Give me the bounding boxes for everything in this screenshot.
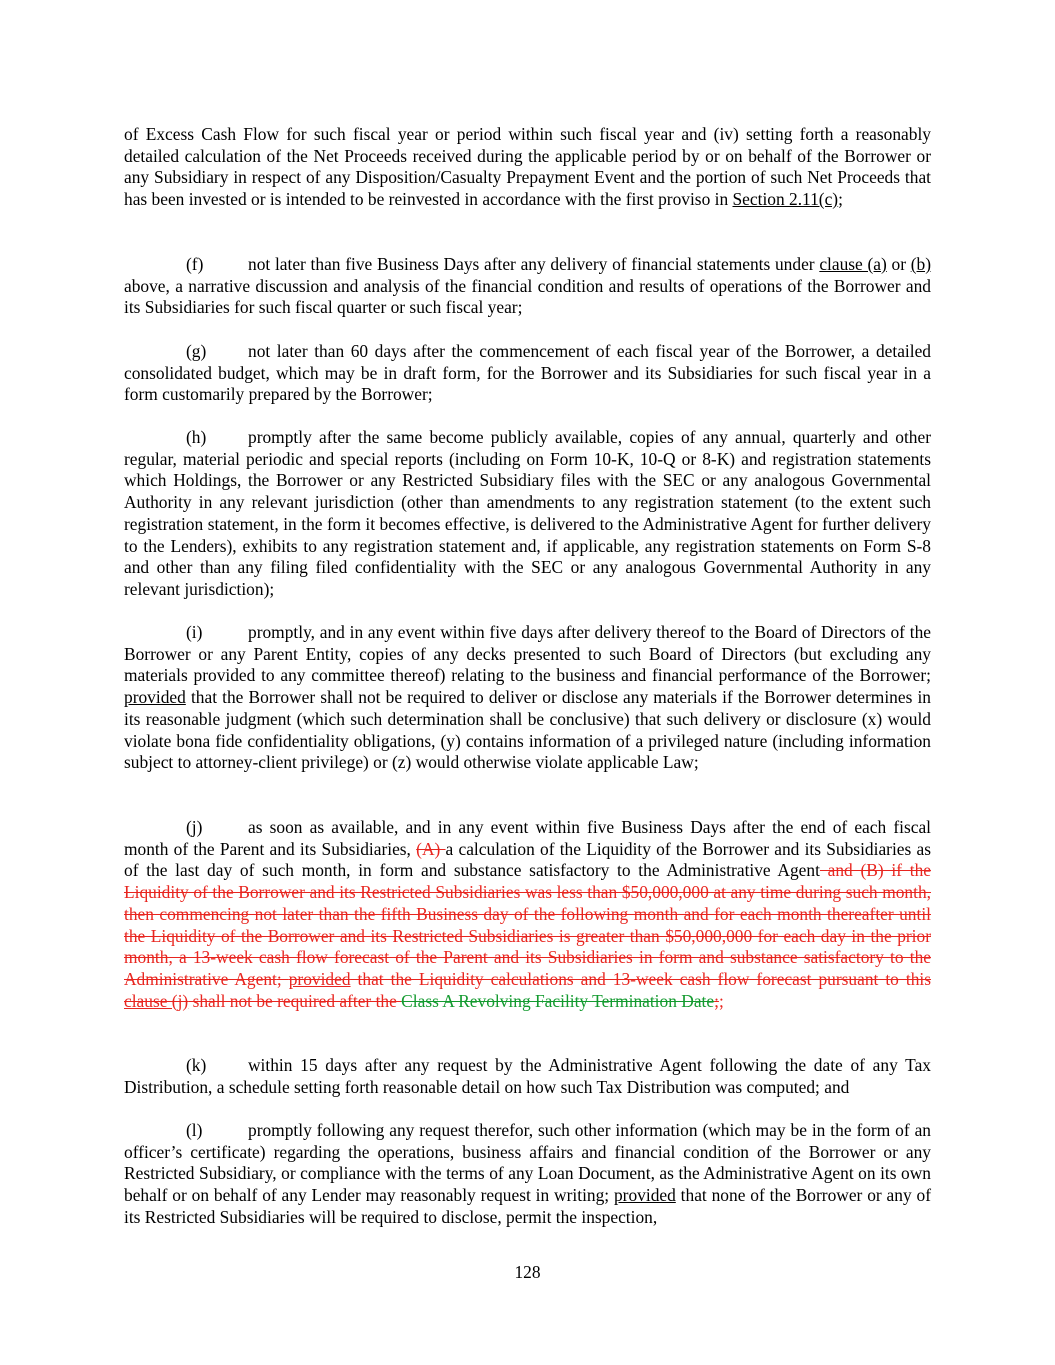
clause-label: (g) xyxy=(186,341,207,361)
paragraph-intro: of Excess Cash Flow for such fiscal year or period within such fiscal year and (iv) setting forth a reasonably detailed calculation of the Net Proceeds received during the applicable period by or on behalf of the Borrower or any Subsidiary in respect of any Disposition/Casualty Prepayment Event and the portion of such Net Proceeds that has been invested or is intended to be reinvested in accordance with the first proviso in Section 2.11(c); xyxy=(124,124,931,210)
clause-label: (h) xyxy=(186,427,207,447)
clause-label: (i) xyxy=(186,622,203,642)
inserted-text: ; xyxy=(718,990,724,1011)
deleted-text: shall not be required after the xyxy=(188,990,402,1011)
deleted-text: and (B) if the Liquidity of the Borrower and its Restricted Subsidiaries was less than $50,000,000 at any time during such month, then commencing not later than the fifth Business day of the following month and for each month thereafter until the Liquidity of the Borrower and its Restricted Subsidiaries is greater than $50,000,000 for each day in the prior month, a 13-week cash flow forecast of the Parent and its Subsidiaries in form and substance satisfactory to the Administrative Agent xyxy=(124,860,931,989)
clause-reference: clause (a) xyxy=(819,254,887,274)
paragraph-i: (i) promptly, and in any event within five days after delivery thereof to the Board of Directors of the Borrower or any Parent Entity, copies of any decks presented to such Board of Directors (but excluding any materials provided to any committee thereof) relating to the business and financial performance of the Borrower; provided that the Borrower shall not be required to deliver or disclose any materials if the Borrower determines in its reasonable judgment (which such determination shall be conclusive) that such delivery or disclosure (x) would violate bona fide confidentiality obligations, (y) contains information of a privileged nature (including information subject to attorney-client privilege) or (z) would otherwise violate applicable Law; xyxy=(124,622,931,773)
deleted-proviso-term: provided xyxy=(288,968,351,989)
paragraph-g: (g) not later than 60 days after the commencement of each fiscal year of the Borrower, a detailed consolidated budget, which may be in draft form, for the Borrower and its Subsidiaries for such fiscal year in a form customarily prepared by the Borrower; xyxy=(124,341,931,405)
clause-label: (j) xyxy=(186,817,203,837)
page-number: 128 xyxy=(514,1262,541,1282)
proviso-term: provided xyxy=(124,687,186,708)
paragraph-f: (f) not later than five Business Days after any delivery of financial statements under clause (a) or (b) above, a narrative discussion and analysis of the financial condition and results of operations of the Borrower and its Subsidiaries for such fiscal quarter or such fiscal year; xyxy=(124,254,932,318)
deleted-clause-reference: clause (j) xyxy=(124,990,189,1011)
proviso-term: provided xyxy=(613,1185,676,1206)
paragraph-k: (k) within 15 days after any request by the Administrative Agent following the date of any Tax Distribution, a schedule setting forth reasonable detail on how such Tax Distribution was computed; and xyxy=(124,1055,931,1097)
clause-reference: (b) xyxy=(910,254,932,274)
clause-label: (l) xyxy=(186,1120,203,1140)
deleted-text: ; xyxy=(714,990,719,1011)
clause-label: (k) xyxy=(186,1055,207,1075)
paragraph-h: (h) promptly after the same become publicly available, copies of any annual, quarterly and other regular, material periodic and special reports (including on Form 10-K, 10-Q or 8-K) and registration statements which Holdings, the Borrower or any Restricted Subsidiary files with the SEC or any analogous Governmental Authority in any relevant jurisdiction (other than amendments to any registration statement (to the extent such registration statement, in the form it becomes effective, is delivered to the Administrative Agent for further delivery to the Lenders), exhibits to any registration statement and, if applicable, any registration statements on Form S-8 and other than any filing filed confidentiality with the SEC or any analogous Governmental Authority in any relevant jurisdiction); xyxy=(124,427,931,599)
deleted-text: that the Liquidity calculations and 13-week cash flow forecast pursuant to this xyxy=(350,968,932,989)
clause-label: (f) xyxy=(186,254,204,274)
deleted-text: ; xyxy=(276,968,289,989)
paragraph-l: (l) promptly following any request therefor, such other information (which may be in the form of an officer’s certificate) regarding the operations, business affairs and financial condition of the Borrower or any Restricted Subsidiary, or compliance with the terms of any Loan Document, as the Administrative Agent on its own behalf or on behalf of any Lender may reasonably request in writing; provided that none of the Borrower or any of its Restricted Subsidiaries will be required to disclose, permit the inspection, xyxy=(124,1120,932,1227)
paragraph-j: (j) as soon as available, and in any event within five Business Days after the end of each fiscal month of the Parent and its Subsidiaries, (A) a calculation of the Liquidity of the Borrower and its Subsidiaries as of the last day of such month, in form and substance satisfactory to the Administrative Agent and (B) if the Liquidity of the Borrower and its Restricted Subsidiaries was less than $50,000,000 at any time during such month, then commencing not later than the fifth Business day of the following month and for each month thereafter until the Liquidity of the Borrower and its Restricted Subsidiaries is greater than $50,000,000 for each day in the prior month, a 13-week cash flow forecast of the Parent and its Subsidiaries in form and substance satisfactory to the Administrative Agent; provided that the Liquidity calculations and 13-week cash flow forecast pursuant to this clause (j) shall not be required after the Class A Revolving Facility Termination Date;; xyxy=(124,817,932,1011)
moved-deleted-text: Class A Revolving Facility Termination Date xyxy=(401,990,715,1011)
deleted-text: (A) xyxy=(416,838,446,859)
section-reference: Section 2.11(c) xyxy=(732,189,839,210)
